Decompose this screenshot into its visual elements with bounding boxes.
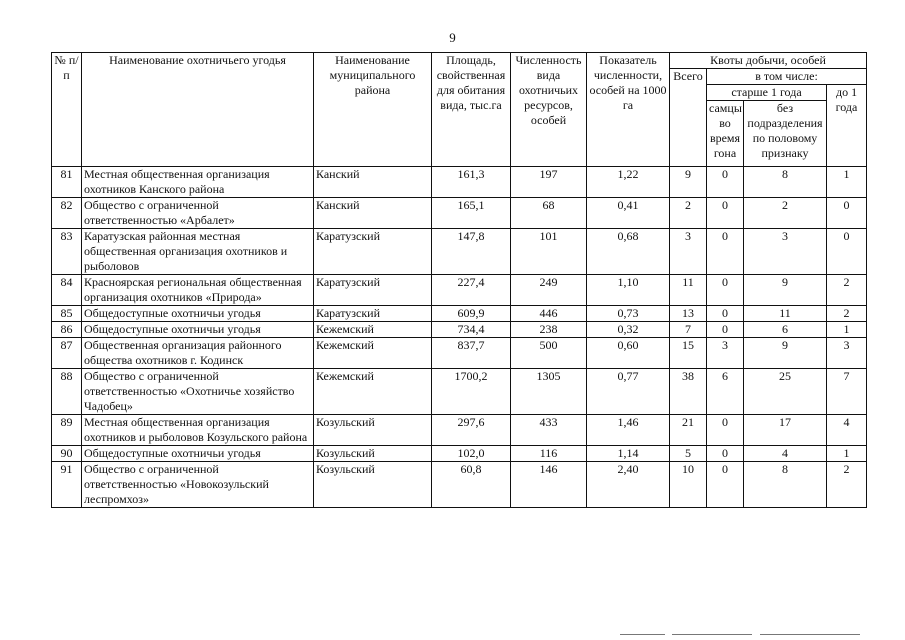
cell-population: 116	[511, 446, 587, 462]
cell-density: 0,73	[587, 306, 670, 322]
cell-males: 0	[707, 462, 744, 508]
cell-district: Козульский	[314, 415, 432, 446]
cell-total: 10	[670, 462, 707, 508]
header-no: № п/п	[52, 53, 82, 167]
cell-males: 0	[707, 306, 744, 322]
cell-total: 5	[670, 446, 707, 462]
cell-total: 15	[670, 338, 707, 369]
cell-no: 84	[52, 275, 82, 306]
footer-rule-segment	[672, 634, 752, 635]
cell-district: Кежемский	[314, 369, 432, 415]
cell-no: 88	[52, 369, 82, 415]
cell-under1: 2	[827, 306, 867, 322]
cell-total: 9	[670, 167, 707, 198]
cell-area: 60,8	[432, 462, 511, 508]
cell-no: 85	[52, 306, 82, 322]
cell-population: 197	[511, 167, 587, 198]
table-row	[52, 167, 867, 198]
cell-total: 38	[670, 369, 707, 415]
cell-total: 2	[670, 198, 707, 229]
cell-males: 0	[707, 275, 744, 306]
cell-total: 3	[670, 229, 707, 275]
cell-males: 6	[707, 369, 744, 415]
table-row	[52, 415, 867, 446]
cell-nosex: 9	[744, 338, 827, 369]
cell-district: Канский	[314, 167, 432, 198]
header-older: старше 1 года	[707, 85, 827, 101]
cell-males: 0	[707, 229, 744, 275]
cell-total: 7	[670, 322, 707, 338]
cell-name: Общество с ограниченной ответственностью «Охотничье хозяйство Чадобец»	[82, 369, 314, 415]
cell-name: Местная общественная организация охотников и рыболовов Козульского района	[82, 415, 314, 446]
cell-district: Козульский	[314, 446, 432, 462]
cell-under1: 7	[827, 369, 867, 415]
cell-population: 500	[511, 338, 587, 369]
cell-nosex: 25	[744, 369, 827, 415]
footer-rule	[0, 634, 905, 636]
cell-nosex: 2	[744, 198, 827, 229]
header-district: Наименование муниципального района	[314, 53, 432, 167]
cell-under1: 0	[827, 198, 867, 229]
table-body	[52, 167, 867, 508]
cell-under1: 0	[827, 229, 867, 275]
cell-total: 11	[670, 275, 707, 306]
header-total: Всего	[670, 69, 707, 167]
cell-population: 146	[511, 462, 587, 508]
cell-area: 147,8	[432, 229, 511, 275]
cell-nosex: 8	[744, 167, 827, 198]
cell-population: 68	[511, 198, 587, 229]
header-under1: до 1 года	[827, 85, 867, 167]
cell-no: 82	[52, 198, 82, 229]
cell-area: 1700,2	[432, 369, 511, 415]
cell-density: 1,10	[587, 275, 670, 306]
cell-district: Каратузский	[314, 229, 432, 275]
cell-under1: 2	[827, 462, 867, 508]
footer-rule-segment	[760, 634, 860, 635]
cell-name: Каратузская районная местная общественная организация охотников и рыболовов	[82, 229, 314, 275]
cell-under1: 2	[827, 275, 867, 306]
table-row	[52, 462, 867, 508]
cell-population: 1305	[511, 369, 587, 415]
cell-district: Канский	[314, 198, 432, 229]
cell-no: 86	[52, 322, 82, 338]
cell-males: 0	[707, 198, 744, 229]
cell-area: 165,1	[432, 198, 511, 229]
cell-density: 0,68	[587, 229, 670, 275]
cell-no: 91	[52, 462, 82, 508]
header-area: Площадь, свойственная для обитания вида, тыс.га	[432, 53, 511, 167]
cell-density: 1,14	[587, 446, 670, 462]
cell-nosex: 8	[744, 462, 827, 508]
cell-population: 238	[511, 322, 587, 338]
cell-density: 1,22	[587, 167, 670, 198]
cell-population: 446	[511, 306, 587, 322]
page-number: 9	[449, 30, 456, 45]
cell-under1: 1	[827, 446, 867, 462]
table-row	[52, 369, 867, 415]
cell-males: 0	[707, 415, 744, 446]
hunting-quota-table	[51, 52, 867, 508]
cell-district: Каратузский	[314, 275, 432, 306]
table-row	[52, 322, 867, 338]
cell-nosex: 3	[744, 229, 827, 275]
header-density: Показатель численности, особей на 1000 га	[587, 53, 670, 167]
cell-males: 3	[707, 338, 744, 369]
cell-district: Кежемский	[314, 322, 432, 338]
cell-name: Общедоступные охотничьи угодья	[82, 446, 314, 462]
cell-area: 734,4	[432, 322, 511, 338]
cell-name: Общественная организация районного общества охотников г. Кодинск	[82, 338, 314, 369]
cell-density: 0,41	[587, 198, 670, 229]
cell-no: 81	[52, 167, 82, 198]
header-males: самцы во время гона	[707, 101, 744, 167]
cell-no: 87	[52, 338, 82, 369]
cell-name: Красноярская региональная общественная организация охотников «Природа»	[82, 275, 314, 306]
cell-population: 433	[511, 415, 587, 446]
table-row	[52, 229, 867, 275]
footer-rule-segment	[620, 634, 665, 635]
table-row	[52, 446, 867, 462]
cell-area: 227,4	[432, 275, 511, 306]
cell-nosex: 9	[744, 275, 827, 306]
header-nosex: без подразделения по половому признаку	[744, 101, 827, 167]
cell-district: Кежемский	[314, 338, 432, 369]
cell-area: 161,3	[432, 167, 511, 198]
table-row	[52, 275, 867, 306]
cell-population: 249	[511, 275, 587, 306]
cell-males: 0	[707, 167, 744, 198]
table-row	[52, 198, 867, 229]
cell-area: 102,0	[432, 446, 511, 462]
cell-under1: 1	[827, 322, 867, 338]
cell-total: 21	[670, 415, 707, 446]
cell-population: 101	[511, 229, 587, 275]
cell-density: 0,32	[587, 322, 670, 338]
cell-males: 0	[707, 322, 744, 338]
cell-density: 0,60	[587, 338, 670, 369]
cell-under1: 3	[827, 338, 867, 369]
cell-males: 0	[707, 446, 744, 462]
cell-under1: 4	[827, 415, 867, 446]
header-including: в том числе:	[707, 69, 867, 85]
cell-nosex: 11	[744, 306, 827, 322]
cell-name: Общедоступные охотничьи угодья	[82, 306, 314, 322]
cell-name: Общество с ограниченной ответственностью «Арбалет»	[82, 198, 314, 229]
cell-area: 609,9	[432, 306, 511, 322]
cell-density: 0,77	[587, 369, 670, 415]
cell-total: 13	[670, 306, 707, 322]
cell-name: Местная общественная организация охотников Канского района	[82, 167, 314, 198]
cell-nosex: 17	[744, 415, 827, 446]
cell-no: 90	[52, 446, 82, 462]
cell-under1: 1	[827, 167, 867, 198]
cell-no: 83	[52, 229, 82, 275]
header-population: Численность вида охотничьих ресурсов, особей	[511, 53, 587, 167]
table-row	[52, 306, 867, 322]
header-quota: Квоты добычи, особей	[670, 53, 867, 69]
cell-density: 1,46	[587, 415, 670, 446]
cell-nosex: 4	[744, 446, 827, 462]
cell-district: Козульский	[314, 462, 432, 508]
cell-density: 2,40	[587, 462, 670, 508]
cell-name: Общедоступные охотничьи угодья	[82, 322, 314, 338]
cell-area: 297,6	[432, 415, 511, 446]
cell-district: Каратузский	[314, 306, 432, 322]
table-row	[52, 338, 867, 369]
cell-name: Общество с ограниченной ответственностью «Новокозульский леспромхоз»	[82, 462, 314, 508]
header-name: Наименование охотничьего угодья	[82, 53, 314, 167]
cell-no: 89	[52, 415, 82, 446]
cell-area: 837,7	[432, 338, 511, 369]
cell-nosex: 6	[744, 322, 827, 338]
